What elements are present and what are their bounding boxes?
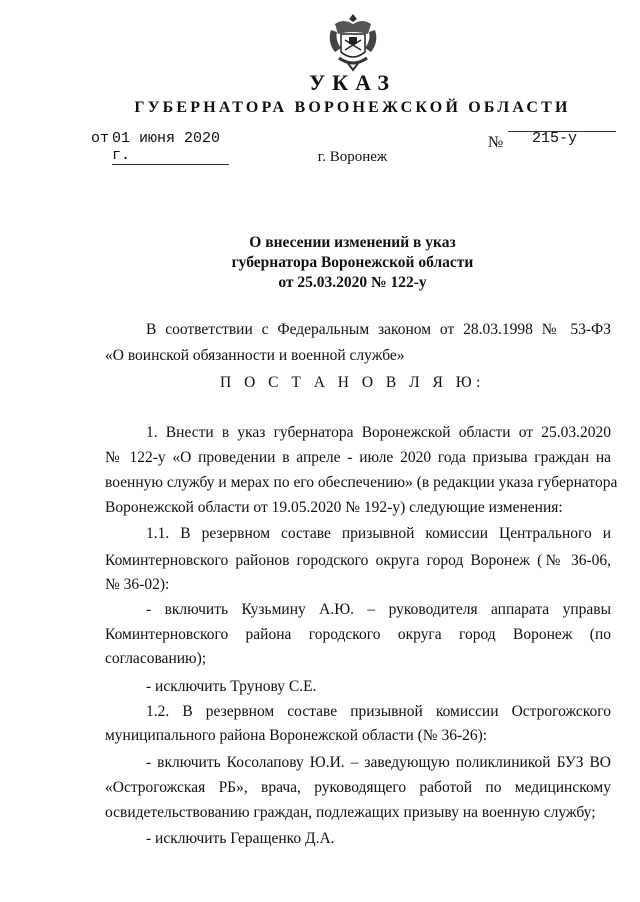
paragraph-line: - включить Косолапову Ю.И. – заведующую поликлиникой БУЗ ВО [146, 754, 611, 771]
subject-line: О внесении изменений в указ [249, 234, 456, 251]
date-prefix: от [91, 130, 110, 147]
paragraph-line: 1.2. В резервном составе призывной комиссии Острогожского [146, 703, 611, 720]
document-number: 215-у [532, 130, 578, 147]
coat-of-arms-icon [325, 10, 381, 72]
paragraph-line: «Острогожская РБ», врача, руководящего работой по медицинскому [105, 779, 611, 796]
paragraph-line: муниципального района Воронежской области (№ 36-26): [105, 727, 488, 744]
paragraph-line: военную службу и мерах по его обеспечению» (в редакции указа губернатора [105, 474, 618, 491]
paragraph-line: Коминтерновского района городского округа город Воронеж (по [105, 626, 611, 643]
paragraph-line: освидетельствованию граждан, подлежащих призыву на военную службу; [105, 804, 596, 821]
paragraph-line: Воронежской области от 19.05.2020 № 192-у) следующие изменения: [105, 499, 563, 516]
paragraph-line: - включить Кузьмину А.Ю. – руководителя аппарата управы [146, 601, 611, 618]
paragraph-line: Коминтерновского районов городского округа город Воронеж (№ 36-06, [105, 552, 611, 569]
paragraph-line: 1.1. В резервном составе призывной комиссии Центрального и [146, 525, 611, 542]
document-subject [0, 233, 640, 293]
preamble-line: «О воинской обязанности и военной службе» [105, 347, 405, 364]
paragraph-line: № 122-у «О проведении в апреле - июле 2020 года призыва граждан на [105, 449, 611, 466]
preamble-line: В соответствии с Федеральным законом от 28.03.1998 № 53-ФЗ [146, 321, 611, 338]
document-title: УКАЗ [308, 70, 397, 95]
paragraph-line: № 36-02): [105, 576, 170, 593]
paragraph-line: 1. Внести в указ губернатора Воронежской области от 25.03.2020 [146, 424, 611, 441]
paragraph-line: - исключить Геращенко Д.А. [146, 830, 335, 847]
paragraph-line: - исключить Трунову С.Е. [146, 678, 317, 695]
subject-line: губернатора Воронежской области [231, 254, 474, 271]
paragraph-line: согласованию); [105, 650, 207, 667]
document-date: 01 июня 2020 г. [112, 130, 229, 165]
decree-word: П О С Т А Н О В Л Я Ю: [220, 374, 485, 391]
number-label: № [488, 134, 504, 151]
document-subtitle: ГУБЕРНАТОРА ВОРОНЕЖСКОЙ ОБЛАСТИ [134, 99, 571, 116]
subject-line: от 25.03.2020 № 122-у [278, 274, 427, 291]
city: г. Воронеж [317, 149, 388, 165]
